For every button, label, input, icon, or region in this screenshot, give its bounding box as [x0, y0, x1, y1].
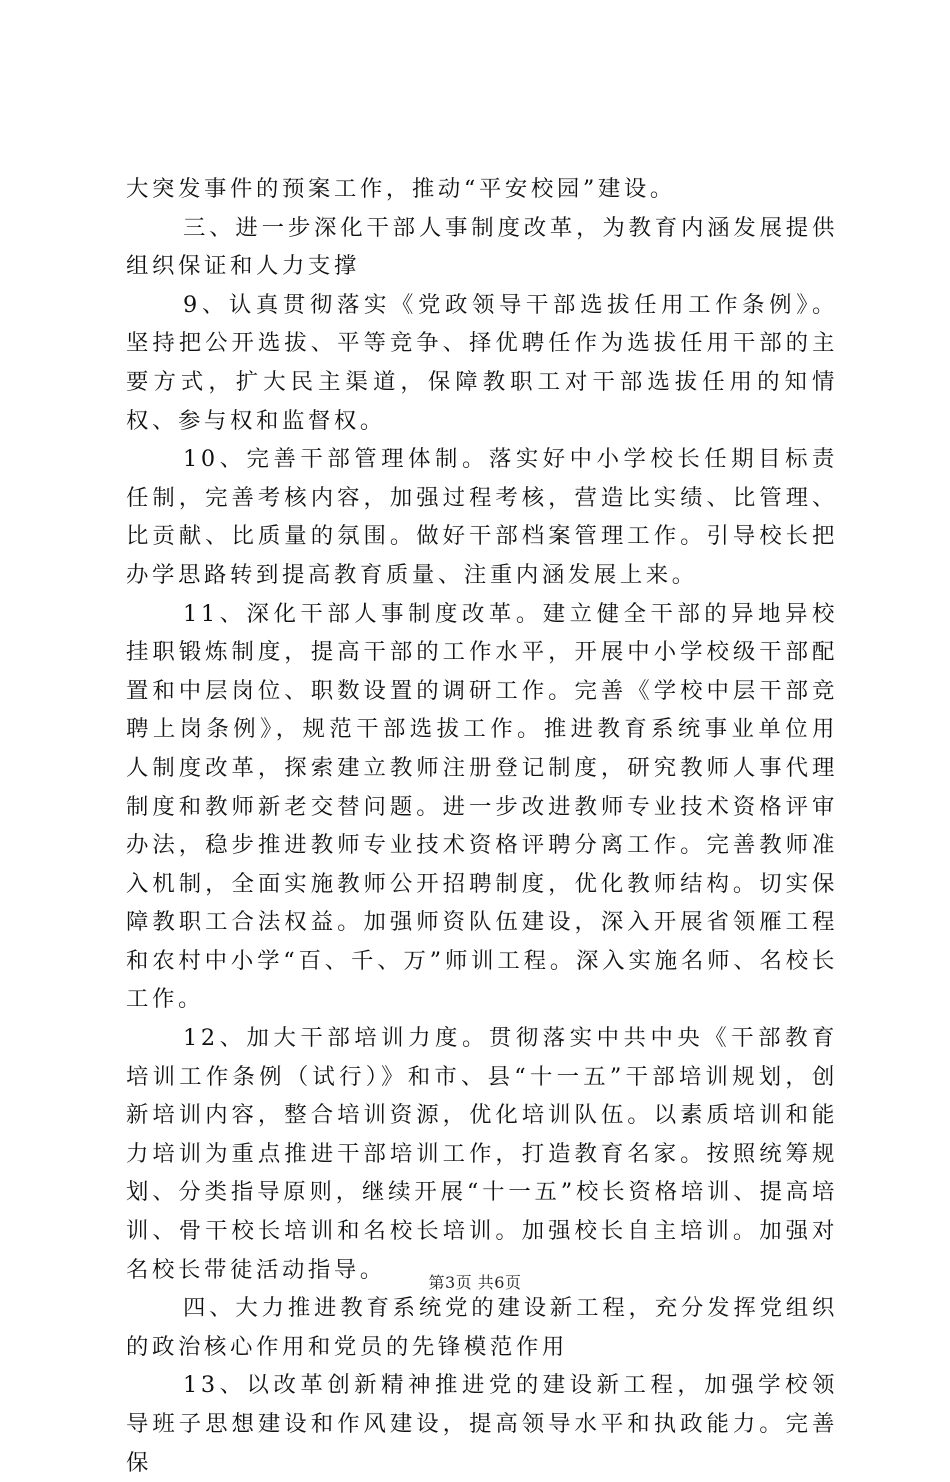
section-heading-3: 三、进一步深化干部人事制度改革，为教育内涵发展提供组织保证和人力支撑	[126, 214, 838, 280]
paragraph-item-13: 13、以改革创新精神推进党的建设新工程，加强学校领导班子思想建设和作风建设，提高领导水平和执政能力。完善保	[126, 1372, 838, 1476]
page-number-footer: 第3页 共6页	[428, 1273, 522, 1292]
paragraph-item-12: 12、加大干部培训力度。贯彻落实中共中央《干部教育培训工作条例（试行）》和市、县“十一五”干部培训规划，创新培训内容，整合培训资源，优化培训队伍。以素质培训和能力培训为重点推进干部培训工作，打造教育名家。按照统筹规划、分类指导原则，继续开展“十一五”校长资格培训、提高培训、骨干校长培训和名校长培训。加强校长自主培训。加强对名校长带徒活动指导。	[126, 1025, 838, 1283]
paragraph-item-11: 11、深化干部人事制度改革。建立健全干部的异地异校挂职锻炼制度，提高干部的工作水平，开展中小学校级干部配置和中层岗位、职数设置的调研工作。完善《学校中层干部竞聘上岗条例》，规范干部选拔工作。推进教育系统事业单位用人制度改革，探索建立教师注册登记制度，研究教师人事代理制度和教师新老交替问题。进一步改进教师专业技术资格评审办法，稳步推进教师专业技术资格评聘分离工作。完善教师准入机制，全面实施教师公开招聘制度，优化教师结构。切实保障教职工合法权益。加强师资队伍建设，深入开展省领雁工程和农村中小学“百、千、万”师训工程。深入实施名师、名校长工作。	[126, 600, 838, 1013]
paragraph-item-10: 10、完善干部管理体制。落实好中小学校长任期目标责任制，完善考核内容，加强过程考核，营造比实绩、比管理、比贡献、比质量的氛围。做好干部档案管理工作。引导校长把办学思路转到提高教育质量、注重内涵发展上来。	[126, 446, 838, 588]
paragraph-item-9: 9、认真贯彻落实《党政领导干部选拔任用工作条例》。坚持把公开选拔、平等竞争、择优聘任作为选拔任用干部的主要方式，扩大民主渠道，保障教职工对干部选拔任用的知情权、参与权和监督权。	[126, 291, 838, 434]
section-heading-4: 四、大力推进教育系统党的建设新工程，充分发挥党组织的政治核心作用和党员的先锋模范作用	[126, 1295, 838, 1360]
paragraph-1: 大突发事件的预案工作，推动“平安校园”建设。	[126, 176, 676, 202]
